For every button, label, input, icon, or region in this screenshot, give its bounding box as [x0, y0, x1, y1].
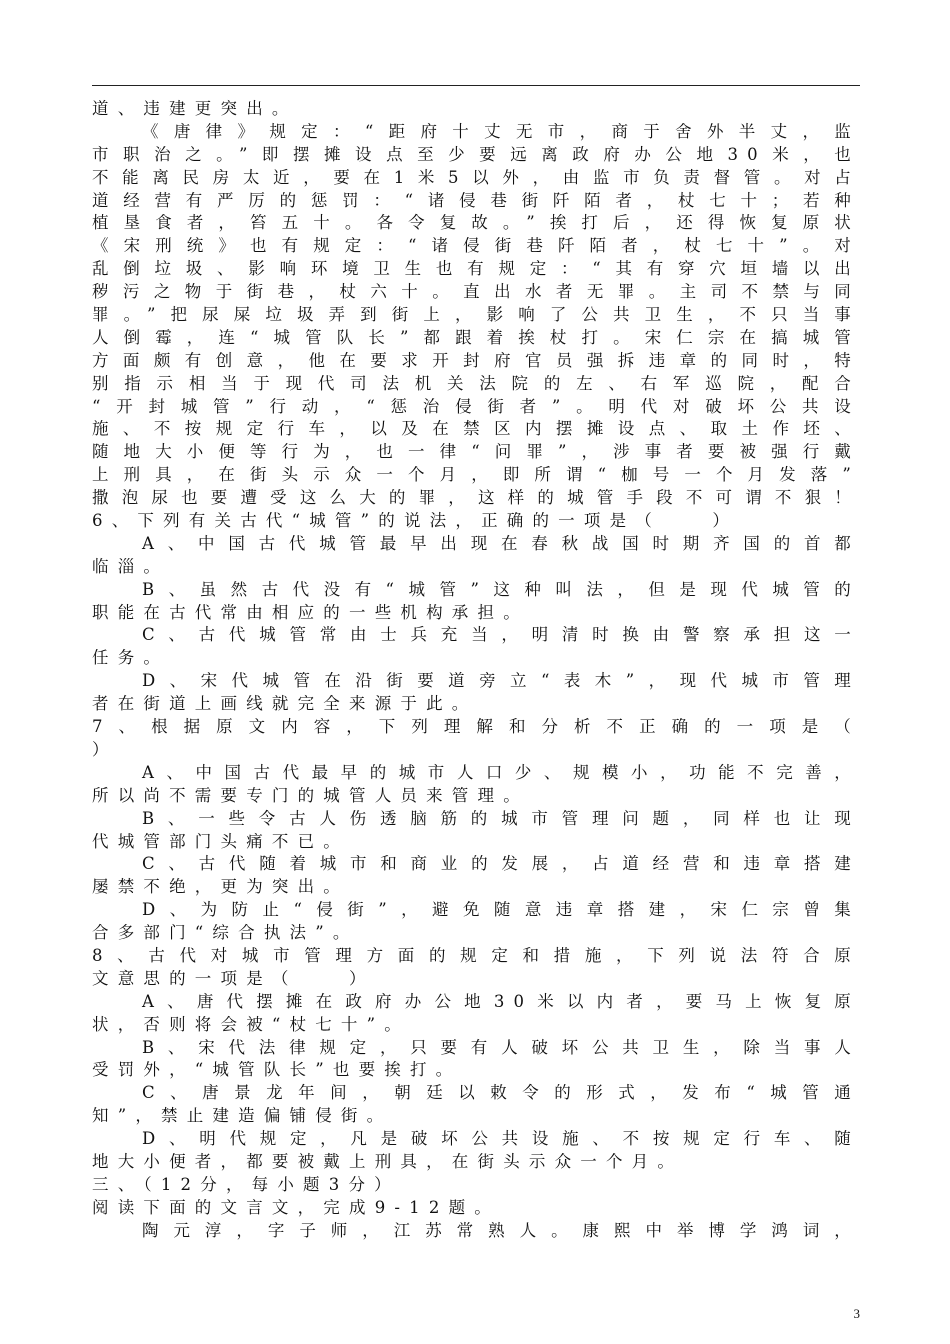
text-line: 6、下列有关古代“城管”的说法，正确的一项是（ ）	[92, 511, 739, 531]
text-line: 任务。	[92, 648, 170, 668]
text-line: 所以尚不需要专门的城管人员来管理。	[92, 785, 529, 805]
text-line: ）	[92, 739, 118, 759]
text-line: 知”，禁止建造偏铺侵街。	[92, 1106, 393, 1126]
text-line: C、唐景龙年间，朝廷以敕令的形式，发布“城管通	[142, 1083, 860, 1103]
text-line: 7、根据原文内容，下列理解和分析不正确的一项是（	[92, 717, 860, 737]
text-line: B、宋代法律规定，只要有人破坏公共卫生，除当事人	[142, 1037, 860, 1057]
document-body	[92, 98, 860, 1243]
text-line: A、中国古代城管最早出现在春秋战国时期齐国的首都	[142, 533, 860, 553]
text-line: 《宋刑统》也有规定：“诸侵街巷阡陌者，杖七十”。对	[92, 236, 860, 256]
text-line: 罪。”把尿屎垃圾弄到街上，影响了公共卫生，不只当事	[92, 305, 860, 325]
text-line: D、宋代城管在沿街要道旁立“表木”，现代城市管理	[142, 671, 860, 691]
text-line: 随地大小便等行为，也一律“问罪”，涉事者要被强行戴	[92, 442, 860, 462]
text-line: C、古代随着城市和商业的发展，占道经营和违章搭建	[142, 854, 860, 874]
text-line: 临淄。	[92, 556, 170, 576]
text-line: 秽污之物于街巷，杖六十。直出水者无罪。主司不禁与同	[92, 282, 860, 302]
text-line: A、中国古代最早的城市人口少、规模小，功能不完善，	[142, 762, 860, 782]
text-line: 状，否则将会被“杖七十”。	[92, 1014, 410, 1034]
page-number: 3	[853, 1306, 860, 1321]
text-line: 地大小便者，都要被戴上刑具，在街头示众一个月。	[92, 1151, 684, 1171]
text-line: 上刑具，在街头示众一个月，即所谓“枷号一个月发落”	[92, 465, 860, 485]
text-line: 合多部门“综合执法”。	[92, 923, 359, 943]
text-line: D、为防止“侵街”，避免随意违章搭建，宋仁宗曾集	[142, 900, 860, 920]
header-rule	[92, 85, 860, 86]
text-line: 撒泡尿也要遭受这么大的罪，这样的城管手段不可谓不狠！	[92, 488, 860, 508]
text-line: 道、违建更突出。	[92, 99, 298, 118]
text-line: 乱倒垃圾、影响环境卫生也有规定：“其有穿穴垣墙以出	[92, 259, 860, 279]
text-line: 职能在古代常由相应的一些机构承担。	[92, 602, 529, 622]
text-line: 三、（12分，每小题3分）	[92, 1174, 400, 1194]
text-line: 代城管部门头痛不已。	[92, 831, 349, 851]
text-line: 陶元淳，字子师，江苏常熟人。康熙中举博学鸿词，	[142, 1220, 860, 1240]
text-line: 人倒霉，连“城管队长”都跟着挨杖打。宋仁宗在搞城管	[92, 327, 860, 347]
text-line: B、一些令古人伤透脑筋的城市管理问题，同样也让现	[142, 808, 860, 828]
text-line: 施、不按规定行车，以及在禁区内摆摊设点、取土作坯、	[92, 419, 860, 439]
text-line: 植垦食者，笞五十。各令复故。”挨打后，还得恢复原状	[92, 213, 860, 233]
text-line: “开封城管”行动，“惩治侵街者”。明代对破坏公共设	[92, 396, 860, 416]
text-line: A、唐代摆摊在政府办公地30米以内者，要马上恢复原	[142, 991, 860, 1011]
text-line: 《唐律》规定：“距府十丈无市，商于舍外半丈，监	[142, 121, 860, 141]
text-line: D、明代规定，凡是破坏公共设施、不按规定行车、随	[142, 1129, 860, 1149]
text-line: 市职治之。”即摆摊设点至少要远离政府办公地30米，也	[92, 144, 860, 164]
text-line: 方面颇有创意，他在要求开封府官员强拆违章的同时，特	[92, 350, 860, 370]
text-line: B、虽然古代没有“城管”这种叫法，但是现代城管的	[142, 579, 860, 599]
text-line: 道经营有严厉的惩罚：“诸侵巷街阡陌者，杖七十；若种	[92, 190, 860, 210]
text-line: 文意思的一项是（ ）	[92, 968, 375, 988]
text-line: 不能离民房太近，要在1米5以外，由监市负责督管。对占	[92, 167, 860, 187]
text-line: 别指示相当于现代司法机关法院的左、右军巡院，配合	[92, 373, 860, 393]
text-line: C、古代城管常由士兵充当，明清时换由警察承担这一	[142, 625, 860, 645]
text-line: 8、古代对城市管理方面的规定和措施，下列说法符合原	[92, 945, 860, 965]
text-line: 阅读下面的文言文，完成9-12题。	[92, 1197, 500, 1217]
text-line: 者在街道上画线就完全来源于此。	[92, 694, 478, 714]
text-line: 屡禁不绝，更为突出。	[92, 877, 349, 897]
text-line: 受罚外，“城管队长”也要挨打。	[92, 1060, 462, 1080]
